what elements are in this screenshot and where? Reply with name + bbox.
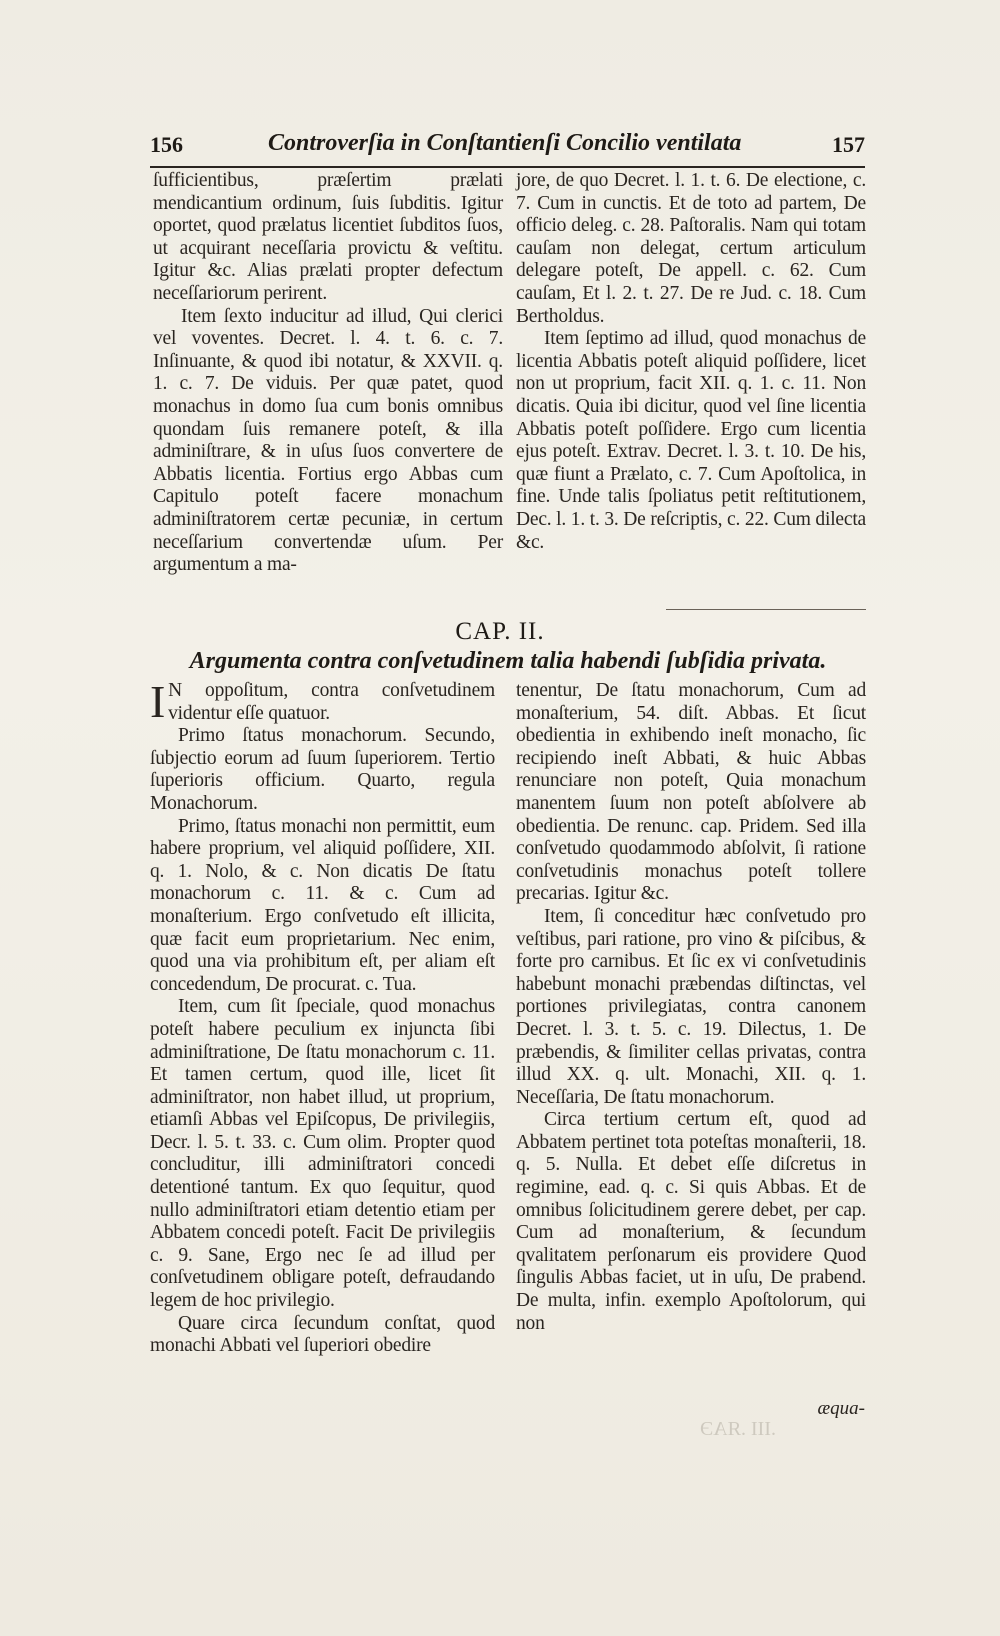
- paragraph: Primo ſtatus monachorum. Secundo, ſubjectio eorum ad ſuum ſuperiorem. Tertio ſuperioris officium. Quarto, regula Monachorum.: [150, 725, 495, 814]
- catchword: æqua-: [817, 1398, 865, 1419]
- page-number-right: 157: [832, 132, 865, 157]
- paragraph: N oppoſitum, contra conſvetudinem videntur eſſe quatuor.: [168, 680, 495, 724]
- column-top-right: [516, 170, 866, 554]
- paragraph: Item ſeptimo ad illud, quod monachus de licentia Abbatis poteſt aliquid poſſidere, licet non ut proprium, facit XII. q. 1. c. 11. Non dicatis. Quia ibi dicitur, quod vel ſine licentia Abbatis poteſt poſſidere. Ergo cum licentia ejus poteſt. Extrav. Decret. l. 3. t. 10. De his, quæ fiunt a Prælato, c. 7. Cum Apoſtolica, in fine. Unde talis ſpoliatus petit reſtitutionem, Dec. l. 1. t. 3. De reſcriptis, c. 22. Cum dilecta &c.: [516, 328, 866, 553]
- header-rule: [150, 166, 865, 168]
- chapter-heading: CAP. II.: [455, 618, 545, 645]
- bleed-through-text: .III .ЯAЭ: [700, 1418, 776, 1440]
- page-number-left: 156: [150, 132, 183, 157]
- paragraph: Item, ſi conceditur hæc conſvetudo pro veſtibus, pari ratione, pro vino & piſcibus, & forte pro carnibus. Et ſic ex vi conſvetudinis habebunt monachi præbendas diſtinctas, vel portiones privilegiatas, contra canonem Decret. l. 3. t. 5. c. 19. Dilectus, 1. De præbendis, & ſimiliter cellas privatas, contra illud XX. q. ult. Monachi, XII. q. 1. Neceſſaria, De ſtatu monachorum.: [516, 905, 866, 1108]
- running-header: [150, 128, 865, 164]
- chapter-argument: Argumenta contra conſvetudinem talia habendi ſubſidia privata.: [189, 648, 827, 674]
- column-bottom-left: [150, 676, 495, 1358]
- paragraph: Circa tertium certum eſt, quod ad Abbatem pertinet tota poteſtas monaſterii, 18. q. 5. Nulla. Et debet eſſe diſcretus in regimine, ead. q. c. Si quis Abbas. Et de omnibus ſolicitudinem gerere debet, per cap. Cum ad monaſterium, & ſecundum qvalitatem perſonarum eis providere Quod ſingulis Abbas faciet, ut in uſu, De prabend. De multa, infin. exemplo Apoſtolorum, qui non: [516, 1109, 866, 1334]
- column-bottom-right: [516, 680, 866, 1335]
- paragraph: Item, cum ſit ſpeciale, quod monachus poteſt habere peculium ex injuncta ſibi adminiſtratione, De ſtatu monachorum c. 11. Et tamen certum, quod ille, licet ſit adminiſtrator, non habet illud, ut proprium, etiamſi Abbas vel Epiſcopus, De privilegiis, Decr. l. 5. t. 33. c. Cum olim. Propter quod concluditur, illi adminiſtratori concedi detentioné tantum. Ex quo ſequitur, quod nullo adminiſtratori etiam detentio etiam per Abbatem concedi poteſt. Facit De privilegiis c. 9. Sane, Ergo nec ſe ad illud per conſvetudinem obligare poteſt, defraudando legem de hoc privilegio.: [150, 996, 495, 1312]
- drop-capital: I: [150, 676, 166, 727]
- running-title: Controverſia in Conſtantienſi Concilio ventilata: [268, 130, 742, 156]
- column-end-rule: [666, 609, 866, 610]
- paragraph: Quare circa ſecundum conſtat, quod monachi Abbati vel ſuperiori obedire: [150, 1312, 495, 1357]
- paragraph: ſufficientibus, præſertim prælati mendicantium ordinum, ſuis ſubditis. Igitur oportet, quod prælatus licentiet ſubditos ſuos, ut acquirant neceſſaria provictu & veſtitu. Igitur &c. Alias prælati propter defectum neceſſariorum perirent.: [153, 170, 503, 304]
- paragraph: Primo, ſtatus monachi non permittit, eum habere proprium, vel aliquid poſſidere, XII. q. 1. Nolo, & c. Non dicatis De ſtatu monachorum c. 11. & c. Cum ad monaſterium. Ergo conſvetudo eſt illicita, quæ facit eum proprietarium. Nec enim, quod una via prohibitum eſt, per aliam eſt concedendum, De procurat. c. Tua.: [150, 815, 495, 995]
- column-top-left: [153, 170, 503, 577]
- paragraph: jore, de quo Decret. l. 1. t. 6. De electione, c. 7. Cum in cunctis. Et de toto ad partem, De officio deleg. c. 28. Paſtoralis. Nam qui totam cauſam non delegat, certum articulum delegare poteſt, De appell. c. 62. Cum cauſam, Et l. 2. t. 27. De re Jud. c. 18. Cum Bertholdus.: [516, 170, 866, 327]
- paragraph: tenentur, De ſtatu monachorum, Cum ad monaſterium, 54. diſt. Abbas. Et ſicut obedientia in exhibendo ineſt monacho, ſic recipiendo ineſt Abbati, & huic Abbas renunciare non poteſt, Quia monachum manentem ſuum non poteſt abſolvere ab obedientia. De renunc. cap. Pridem. Sed illa conſvetudo quodammodo abſolvit, ſi ratione conſvetudinis monachus poteſt tollere precarias. Igitur &c.: [516, 680, 866, 905]
- paragraph: Item ſexto inducitur ad illud, Qui clerici vel voventes. Decret. l. 4. t. 6. c. 7. Inſinuante, & quod ibi notatur, & XXVII. q. 1. c. 7. De viduis. Per quæ patet, quod monachus in domo ſua cum bonis omnibus quondam ſuis remanere poteſt, & illa adminiſtrare, & in uſus ſuos convertere de Abbatis licentia. Fortius ergo Abbas cum Capitulo poteſt facere monachum adminiſtratorem certæ pecuniæ, in certum neceſſarium convertendæ uſum. Per argumentum a ma-: [153, 305, 503, 576]
